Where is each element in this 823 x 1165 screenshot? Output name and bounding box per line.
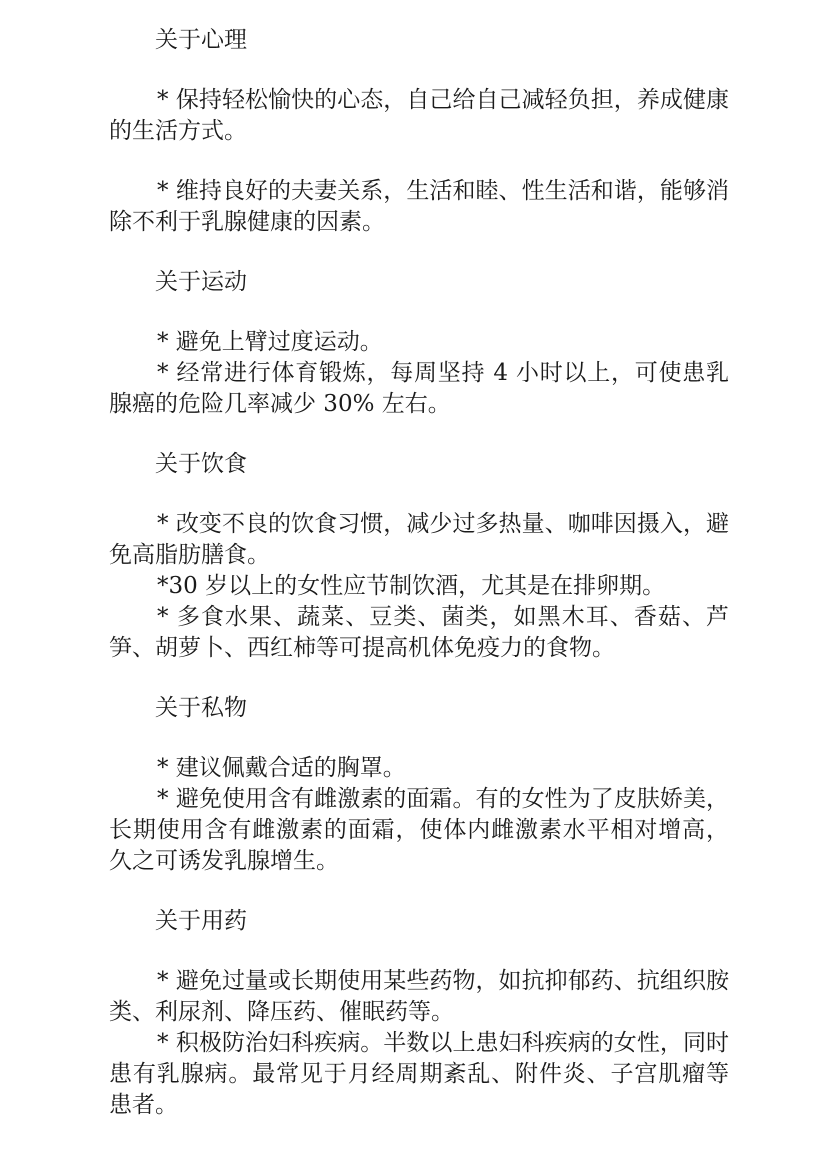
paragraph-item: * 避免上臂过度运动。: [157, 329, 383, 355]
section-heading-diet: 关于饮食: [155, 451, 247, 477]
section-heading-psychology: 关于心理: [155, 27, 247, 53]
section-heading-medication: 关于用药: [155, 908, 247, 934]
document-page: [109, 0, 729, 1121]
section-heading-personal-items: 关于私物: [155, 695, 247, 721]
paragraph-item: * 改变不良的饮食习惯，减少过多热量、咖啡因摄入，避免高脂肪膳食。: [109, 511, 729, 568]
paragraph-item: * 维持良好的夫妻关系，生活和睦、性生活和谐，能够消除不利于乳腺健康的因素。: [109, 178, 729, 235]
paragraph-item: * 避免过量或长期使用某些药物，如抗抑郁药、抗组织胺类、利尿剂、降压药、催眠药等。: [109, 968, 729, 1025]
paragraph-item: * 多食水果、蔬菜、豆类、菌类，如黑木耳、香菇、芦笋、胡萝卜、西红柿等可提高机体免疫力的食物。: [109, 604, 729, 661]
paragraph-item: * 建议佩戴合适的胸罩。: [157, 755, 406, 781]
section-heading-exercise: 关于运动: [155, 269, 247, 295]
paragraph-item: * 积极防治妇科疾病。半数以上患妇科疾病的女性，同时患有乳腺病。最常见于月经周期紊乱、附件炎、子宫肌瘤等患者。: [109, 1030, 729, 1118]
paragraph-item: *30 岁以上的女性应节制饮酒，尤其是在排卵期。: [157, 573, 666, 599]
paragraph-item: * 经常进行体育锻炼，每周坚持 4 小时以上，可使患乳腺癌的危险几率减少 30% 左右。: [109, 360, 729, 417]
paragraph-item: * 保持轻松愉快的心态，自己给自己减轻负担，养成健康的生活方式。: [109, 87, 729, 144]
paragraph-item: * 避免使用含有雌激素的面霜。有的女性为了皮肤娇美，长期使用含有雌激素的面霜，使体内雌激素水平相对增高，久之可诱发乳腺增生。: [109, 786, 729, 874]
